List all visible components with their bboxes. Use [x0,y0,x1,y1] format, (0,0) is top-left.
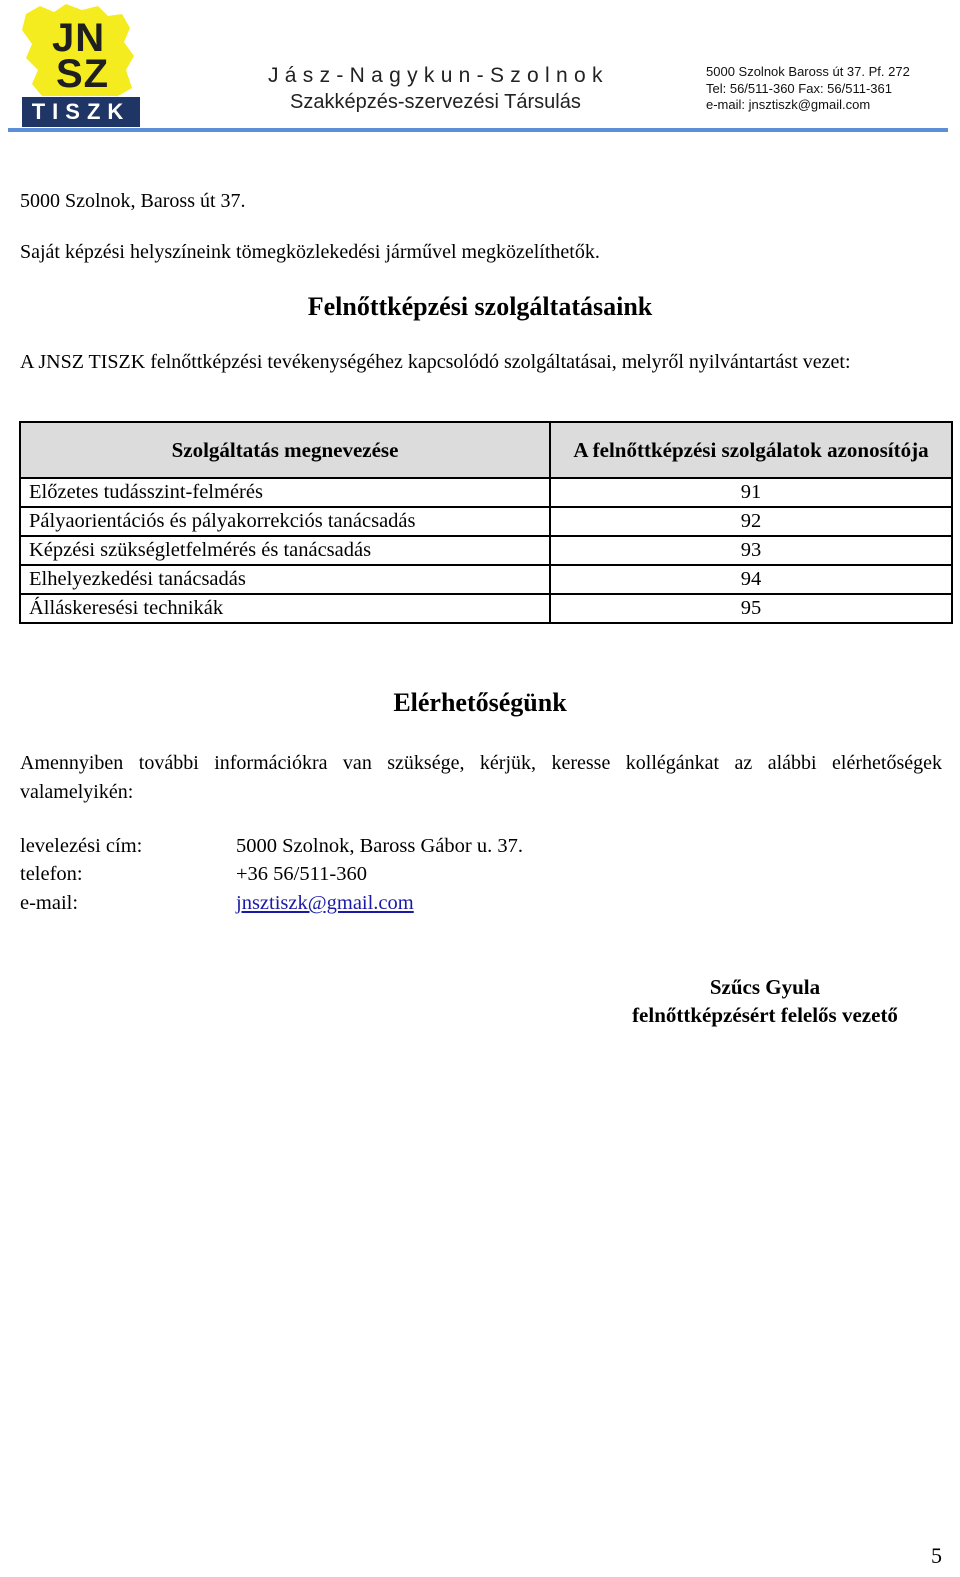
services-intro: A JNSZ TISZK felnőttképzési tevékenységéhez kapcsolódó szolgáltatásai, melyről nyilvántartást vezet: [20,351,851,373]
org-name-line2: Szakképzés-szervezési Társulás [290,91,581,113]
contact-intro: Amennyiben további információkra van szüksége, kérjük, keresse kollégánkat az alábbi elérhetőségek valamelyikén: [20,752,942,803]
header-contact-address: 5000 Szolnok Baross út 37. Pf. 272 [706,64,910,79]
header-contact [706,64,910,114]
service-id: 93 [550,536,952,565]
access-note: Saját képzési helyszíneink tömegközlekedési járművel megközelíthetők. [20,241,600,263]
services-table [19,421,953,624]
header-divider [8,128,948,132]
letterhead [0,0,960,136]
service-id: 94 [550,565,952,594]
table-row [20,594,952,623]
address-line: 5000 Szolnok, Baross út 37. [20,190,246,212]
service-name: Pályaorientációs és pályakorrekciós tanácsadás [20,507,550,536]
service-name: Álláskeresési technikák [20,594,550,623]
page-number: 5 [931,1543,942,1568]
column-header-name: Szolgáltatás megnevezése [20,422,550,478]
column-header-id: A felnőttképzési szolgálatok azonosítója [550,422,952,478]
service-name: Elhelyezkedési tanácsadás [20,565,550,594]
service-id: 95 [550,594,952,623]
mail-address-label: levelezési cím: [20,835,143,857]
signatory-name: Szűcs Gyula [709,975,821,999]
logo-letters-sz: SZ [56,52,110,96]
services-title: Felnőttképzési szolgáltatásaink [307,292,653,321]
org-name-line1: Jász-Nagykun-Szolnok [268,64,609,87]
table-row [20,507,952,536]
table-row [20,478,952,507]
service-name: Előzetes tudásszint-felmérés [20,478,550,507]
jnsz-tiszk-logo [20,4,142,128]
phone-value: +36 56/511-360 [236,863,367,885]
contact-title: Elérhetőségünk [393,688,567,717]
service-id: 92 [550,507,952,536]
logo-tiszk-bar: TISZK [22,97,140,127]
mail-address-value: 5000 Szolnok, Baross Gábor u. 37. [236,835,523,857]
service-name: Képzési szükségletfelmérés és tanácsadás [20,536,550,565]
header-contact-email: e-mail: jnsztiszk@gmail.com [706,97,871,112]
service-id: 91 [550,478,952,507]
table-row [20,536,952,565]
logo-letters-jn: JN [52,16,106,60]
table-header-row [20,422,952,478]
signatory-role: felnőttképzésért felelős vezető [632,1003,898,1027]
email-link[interactable]: jnsztiszk@gmail.com [236,892,414,914]
table-row [20,565,952,594]
phone-label: telefon: [20,863,83,885]
header-contact-phone: Tel: 56/511-360 Fax: 56/511-361 [706,80,892,96]
email-label: e-mail: [20,892,79,914]
